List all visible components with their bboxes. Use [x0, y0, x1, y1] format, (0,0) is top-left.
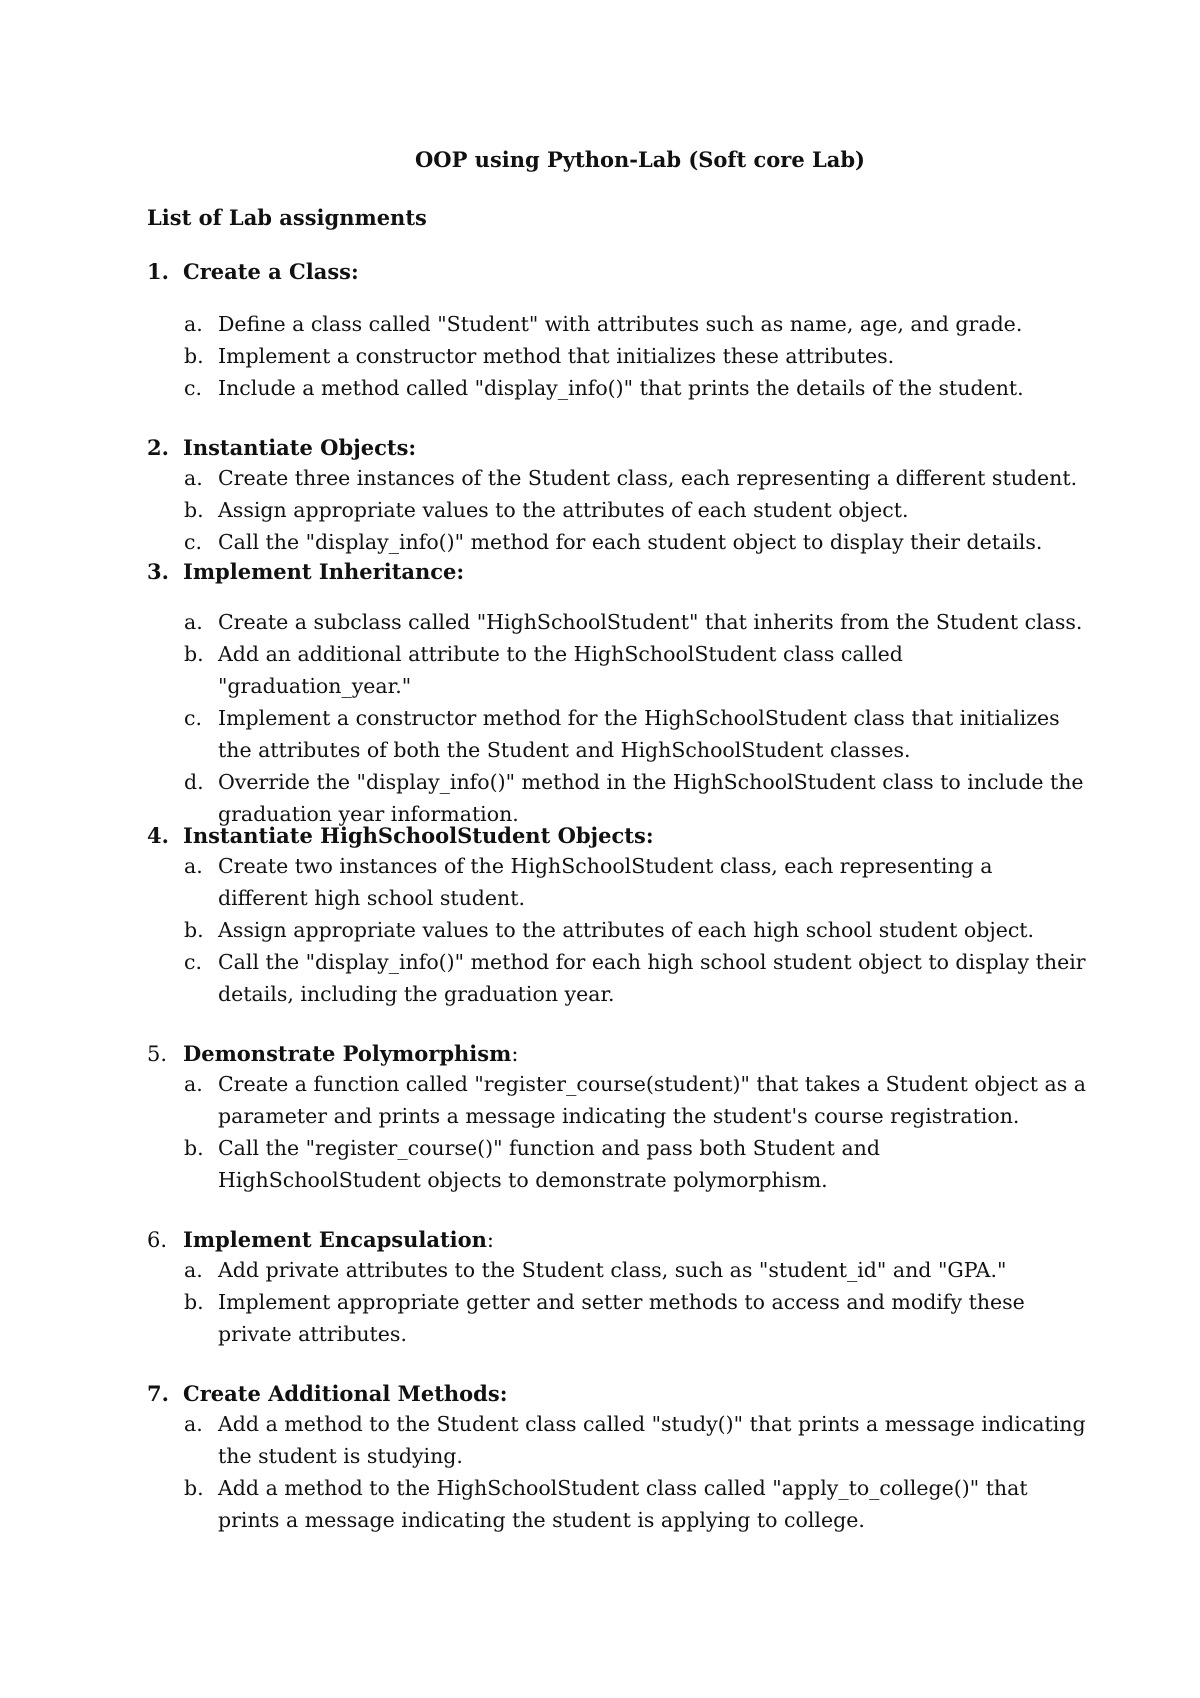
- section-title: Implement Inheritance:: [183, 559, 465, 584]
- list-item: [147, 308, 1087, 340]
- item-text: Create three instances of the Student class, each representing a different student.: [218, 466, 1078, 490]
- item-text: Create a function called "register_course(student)" that takes a Student object as a parameter and prints a message indicating the student's course registration.: [218, 1072, 1087, 1128]
- section-4: [147, 822, 1087, 1010]
- item-letter: b.: [184, 1476, 204, 1500]
- item-letter: a.: [184, 1072, 203, 1096]
- list-item: [147, 1286, 1087, 1350]
- list-item: [147, 1472, 1087, 1536]
- item-text: Call the "display_info()" method for each high school student object to display their details, including the graduation year.: [218, 950, 1086, 1006]
- item-list: [147, 850, 1087, 1010]
- item-text: Assign appropriate values to the attributes of each student object.: [218, 498, 909, 522]
- list-item: [147, 1132, 1087, 1196]
- item-text: Include a method called "display_info()" that prints the details of the student.: [218, 376, 1024, 400]
- list-item: [147, 1408, 1087, 1472]
- item-list: [147, 606, 1087, 830]
- item-letter: b.: [184, 498, 204, 522]
- list-item: [147, 638, 1087, 702]
- section-title-text: Implement Encapsulation: [183, 1227, 487, 1252]
- list-item: [147, 1254, 1087, 1286]
- item-letter: a.: [184, 312, 203, 336]
- section-5: [147, 1040, 1087, 1196]
- section-heading: [147, 1040, 1087, 1068]
- item-letter: c.: [184, 950, 202, 974]
- item-letter: a.: [184, 1412, 203, 1436]
- item-letter: b.: [184, 1290, 204, 1314]
- item-letter: a.: [184, 466, 203, 490]
- list-item: [147, 850, 1087, 914]
- item-text: Create two instances of the HighSchoolStudent class, each representing a different high school student.: [218, 854, 993, 910]
- item-text: Call the "display_info()" method for each student object to display their details.: [218, 530, 1043, 554]
- item-letter: a.: [184, 854, 203, 878]
- item-list: [147, 462, 1087, 558]
- section-2: [147, 434, 1087, 558]
- section-title-suffix: :: [486, 1228, 494, 1252]
- item-text: Define a class called "Student" with attributes such as name, age, and grade.: [218, 312, 1023, 336]
- document-title: OOP using Python-Lab (Soft core Lab): [414, 147, 865, 172]
- section-heading: [147, 258, 1087, 286]
- item-text: Assign appropriate values to the attributes of each high school student object.: [218, 918, 1035, 942]
- section-title: Create Additional Methods:: [183, 1381, 508, 1406]
- section-title: [183, 1040, 518, 1068]
- section-3: [147, 558, 1087, 830]
- section-heading: [147, 1380, 1087, 1408]
- item-list: [147, 1068, 1087, 1196]
- item-letter: a.: [184, 610, 203, 634]
- section-number: 7.: [147, 1381, 169, 1406]
- item-letter: c.: [184, 530, 202, 554]
- item-letter: b.: [184, 642, 204, 666]
- section-title-text: Demonstrate Polymorphism: [183, 1041, 512, 1066]
- item-text: Add private attributes to the Student class, such as "student_id" and "GPA.": [218, 1258, 1007, 1282]
- list-item: [147, 914, 1087, 946]
- section-number: 4.: [147, 823, 169, 848]
- item-text: Call the "register_course()" function and pass both Student and HighSchoolStudent objects to demonstrate polymorphism.: [218, 1136, 880, 1192]
- item-text: Implement appropriate getter and setter methods to access and modify these private attributes.: [218, 1290, 1025, 1346]
- item-text: Implement a constructor method for the HighSchoolStudent class that initializes the attributes of both the Student and HighSchoolStudent classes.: [218, 706, 1060, 762]
- document-subtitle: List of Lab assignments: [147, 205, 427, 230]
- section-number: 3.: [147, 559, 169, 584]
- section-number: 6.: [147, 1228, 168, 1252]
- item-text: Add an additional attribute to the HighSchoolStudent class called "graduation_year.": [218, 642, 903, 698]
- section-6: [147, 1226, 1087, 1350]
- item-list: [147, 1408, 1087, 1536]
- section-number: 2.: [147, 435, 169, 460]
- item-text: Add a method to the HighSchoolStudent class called "apply_to_college()" that prints a message indicating the student is applying to college.: [218, 1476, 1028, 1532]
- section-1: [147, 258, 1087, 404]
- item-letter: d.: [184, 770, 204, 794]
- item-list: [147, 308, 1087, 404]
- item-text: Create a subclass called "HighSchoolStudent" that inherits from the Student class.: [218, 610, 1083, 634]
- list-item: [147, 606, 1087, 638]
- section-heading: [147, 1226, 1087, 1254]
- section-heading: [147, 434, 1087, 462]
- item-list: [147, 1254, 1087, 1350]
- item-letter: b.: [184, 918, 204, 942]
- section-title: Instantiate Objects:: [183, 435, 417, 460]
- item-text: Add a method to the Student class called "study()" that prints a message indicating the student is studying.: [218, 1412, 1086, 1468]
- item-text: Implement a constructor method that initializes these attributes.: [218, 344, 895, 368]
- list-item: [147, 372, 1087, 404]
- item-text: Override the "display_info()" method in the HighSchoolStudent class to include the graduation year information.: [218, 770, 1084, 826]
- item-letter: b.: [184, 1136, 204, 1160]
- section-heading: [147, 822, 1087, 850]
- section-7: [147, 1380, 1087, 1536]
- section-title: Instantiate HighSchoolStudent Objects:: [183, 823, 654, 848]
- item-letter: c.: [184, 376, 202, 400]
- list-item: [147, 946, 1087, 1010]
- list-item: [147, 340, 1087, 372]
- list-item: [147, 494, 1087, 526]
- list-item: [147, 526, 1087, 558]
- list-item: [147, 462, 1087, 494]
- section-title-suffix: :: [511, 1042, 519, 1066]
- item-letter: c.: [184, 706, 202, 730]
- section-title: Create a Class:: [183, 259, 359, 284]
- item-letter: b.: [184, 344, 204, 368]
- section-number: 1.: [147, 259, 169, 284]
- section-title: [183, 1226, 494, 1254]
- section-heading: [147, 558, 1087, 586]
- section-number: 5.: [147, 1042, 168, 1066]
- item-letter: a.: [184, 1258, 203, 1282]
- list-item: [147, 702, 1087, 766]
- list-item: [147, 1068, 1087, 1132]
- list-item: [147, 766, 1087, 830]
